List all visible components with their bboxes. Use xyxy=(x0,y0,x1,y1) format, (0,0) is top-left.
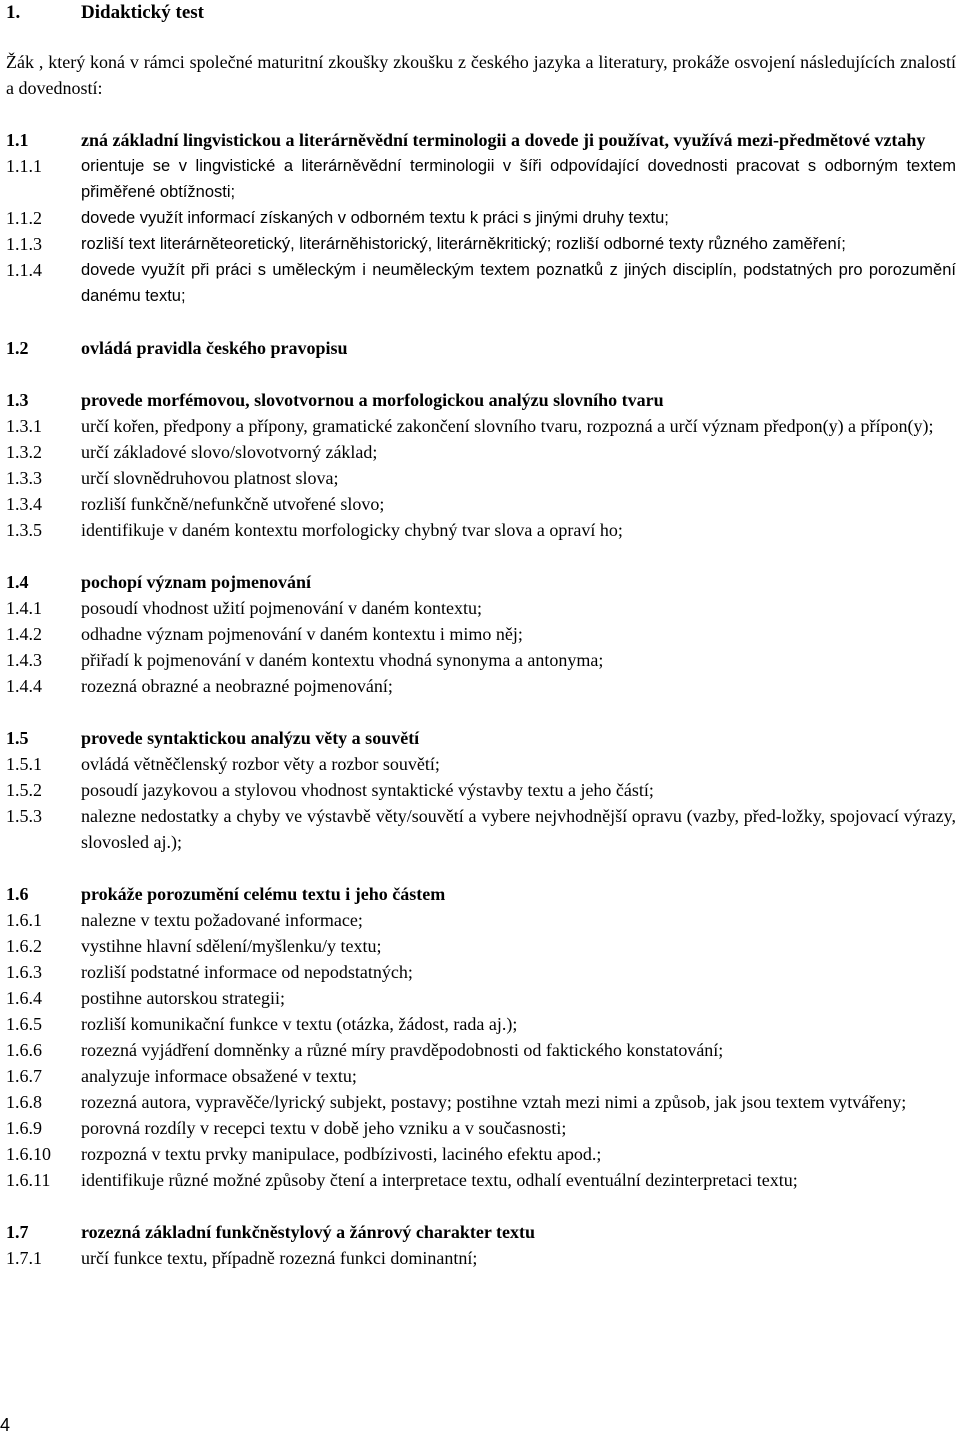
competency-group xyxy=(6,725,956,855)
list-item xyxy=(6,153,956,205)
item-number: 1.3 xyxy=(6,390,29,410)
item-number: 1.1.1 xyxy=(6,156,42,176)
item-number: 1.6.10 xyxy=(6,1144,51,1164)
item-number: 1.6.8 xyxy=(6,1092,42,1112)
item-text: analyzuje informace obsažené v textu; xyxy=(81,1066,357,1086)
item-number: 1.5.3 xyxy=(6,806,42,826)
item-number: 1.4.1 xyxy=(6,598,42,618)
heading-number: 1. xyxy=(6,2,21,23)
item-number: 1.6.9 xyxy=(6,1118,42,1138)
item-text: dovede využít informací získaných v odborném textu k práci s jinými druhy textu; xyxy=(81,209,669,227)
page-heading xyxy=(6,0,956,26)
item-number: 1.6.4 xyxy=(6,988,42,1008)
item-text: rozezná autora, vypravěče/lyrický subjekt, postavy; postihne vztah mezi nimi a způsob, jak jsou textem vytvářeny; xyxy=(81,1092,907,1112)
item-text: porovná rozdíly v recepci textu v době jeho vzniku a v současnosti; xyxy=(81,1118,567,1138)
item-text: rozezná obrazné a neobrazné pojmenování; xyxy=(81,676,393,696)
list-item xyxy=(6,1063,956,1089)
list-item xyxy=(6,1011,956,1037)
item-text: provede morfémovou, slovotvornou a morfologickou analýzu slovního tvaru xyxy=(81,390,664,410)
item-number: 1.4 xyxy=(6,572,29,592)
item-text: nalezne v textu požadované informace; xyxy=(81,910,363,930)
list-item xyxy=(6,595,956,621)
competency-group xyxy=(6,387,956,543)
item-number: 1.6.2 xyxy=(6,936,42,956)
list-item xyxy=(6,777,956,803)
item-text: pochopí význam pojmenování xyxy=(81,572,312,592)
item-number: 1.3.3 xyxy=(6,468,42,488)
list-item xyxy=(6,1089,956,1115)
item-text: identifikuje v daném kontextu morfologicky chybný tvar slova a opraví ho; xyxy=(81,520,623,540)
list-item xyxy=(6,1115,956,1141)
item-text: posoudí jazykovou a stylovou vhodnost syntaktické výstavby textu a jeho částí; xyxy=(81,780,654,800)
list-item xyxy=(6,439,956,465)
item-number: 1.7 xyxy=(6,1222,29,1242)
item-text: nalezne nedostatky a chyby ve výstavbě věty/souvětí a vybere nejvhodnější opravu (vazby, před-ložky, spojovací výrazy, slovosled aj.); xyxy=(81,806,956,852)
item-text: určí funkce textu, případně rozezná funkci dominantní; xyxy=(81,1248,478,1268)
list-item xyxy=(6,205,956,231)
competency-group xyxy=(6,335,956,361)
item-text: určí kořen, předpony a přípony, gramatické zakončení slovního tvaru, rozpozná a určí význam předpon(y) a přípon(y); xyxy=(81,416,934,436)
list-item xyxy=(6,621,956,647)
item-number: 1.6.11 xyxy=(6,1170,51,1190)
item-text: odhadne význam pojmenování v daném kontextu i mimo něj; xyxy=(81,624,523,644)
list-item xyxy=(6,1167,956,1193)
list-item xyxy=(6,751,956,777)
item-number: 1.3.1 xyxy=(6,416,42,436)
item-text: rozliší komunikační funkce v textu (otázka, žádost, rada aj.); xyxy=(81,1014,518,1034)
list-item xyxy=(6,959,956,985)
item-text: postihne autorskou strategii; xyxy=(81,988,285,1008)
item-text: určí slovnědruhovou platnost slova; xyxy=(81,468,339,488)
item-text: provede syntaktickou analýzu věty a souvětí xyxy=(81,728,420,748)
item-text: zná základní lingvistickou a literárněvědní terminologii a dovede ji používat, využívá mezi-předmětové vztahy xyxy=(81,130,926,150)
item-number: 1.7.1 xyxy=(6,1248,42,1268)
item-text: vystihne hlavní sdělení/myšlenku/y textu; xyxy=(81,936,382,956)
item-number: 1.6.5 xyxy=(6,1014,42,1034)
item-number: 1.6 xyxy=(6,884,29,904)
list-item xyxy=(6,413,956,439)
section-heading xyxy=(6,1219,956,1245)
item-text: prokáže porozumění celému textu i jeho částem xyxy=(81,884,446,904)
competency-group xyxy=(6,1219,956,1271)
list-item xyxy=(6,1141,956,1167)
item-number: 1.5.2 xyxy=(6,780,42,800)
item-text: rozliší text literárněteoretický, literárněhistorický, literárněkritický; rozliší odborné texty různého zaměření; xyxy=(81,235,846,253)
item-number: 1.5 xyxy=(6,728,29,748)
list-item xyxy=(6,647,956,673)
heading-title: Didaktický test xyxy=(81,2,204,23)
list-item xyxy=(6,231,956,257)
item-text: určí základové slovo/slovotvorný základ; xyxy=(81,442,378,462)
item-number: 1.3.2 xyxy=(6,442,42,462)
item-number: 1.1.4 xyxy=(6,260,42,280)
item-text: dovede využít při práci s uměleckým i neuměleckým textem poznatků z jiných disciplín, podstatných pro porozumění danému textu; xyxy=(81,261,956,305)
item-number: 1.1 xyxy=(6,130,29,150)
list-item xyxy=(6,803,956,855)
item-text: rozliší podstatné informace od nepodstatných; xyxy=(81,962,413,982)
item-number: 1.6.1 xyxy=(6,910,42,930)
list-item xyxy=(6,491,956,517)
section-heading xyxy=(6,335,956,361)
competency-group xyxy=(6,881,956,1193)
list-item xyxy=(6,517,956,543)
item-number: 1.4.4 xyxy=(6,676,42,696)
competency-group xyxy=(6,569,956,699)
list-item xyxy=(6,985,956,1011)
section-heading xyxy=(6,725,956,751)
item-text: přiřadí k pojmenování v daném kontextu vhodná synonyma a antonyma; xyxy=(81,650,604,670)
competency-list xyxy=(6,127,956,1271)
section-heading xyxy=(6,387,956,413)
item-number: 1.4.2 xyxy=(6,624,42,644)
item-number: 1.1.2 xyxy=(6,208,42,228)
item-text: rozezná základní funkčněstylový a žánrový charakter textu xyxy=(81,1222,535,1242)
item-text: rozpozná v textu prvky manipulace, podbízivosti, laciného efektu apod.; xyxy=(81,1144,602,1164)
item-text: rozliší funkčně/nefunkčně utvořené slovo; xyxy=(81,494,385,514)
intro-paragraph: Žák , který koná v rámci společné maturitní zkoušky zkoušku z českého jazyka a literatury, prokáže osvojení následujících znalostí a dovedností: xyxy=(6,52,956,98)
item-text: rozezná vyjádření domněnky a různé míry pravděpodobnosti od faktického konstatování; xyxy=(81,1040,724,1060)
list-item xyxy=(6,673,956,699)
item-number: 1.5.1 xyxy=(6,754,42,774)
item-text: posoudí vhodnost užití pojmenování v daném kontextu; xyxy=(81,598,482,618)
list-item xyxy=(6,933,956,959)
competency-group xyxy=(6,127,956,309)
item-number: 1.6.6 xyxy=(6,1040,42,1060)
list-item xyxy=(6,907,956,933)
item-number: 1.1.3 xyxy=(6,234,42,254)
item-text: identifikuje různé možné způsoby čtení a interpretace textu, odhalí eventuální dezinterpretaci textu; xyxy=(81,1170,798,1190)
item-text: ovládá pravidla českého pravopisu xyxy=(81,338,348,358)
item-text: ovládá větněčlenský rozbor věty a rozbor souvětí; xyxy=(81,754,440,774)
list-item xyxy=(6,1037,956,1063)
item-number: 1.4.3 xyxy=(6,650,42,670)
item-number: 1.3.4 xyxy=(6,494,42,514)
item-number: 1.2 xyxy=(6,338,29,358)
item-number: 1.6.7 xyxy=(6,1066,42,1086)
list-item xyxy=(6,1245,956,1271)
page-number: 4 xyxy=(0,1415,11,1435)
section-heading xyxy=(6,569,956,595)
list-item xyxy=(6,257,956,309)
document-page xyxy=(6,0,956,1271)
item-text: orientuje se v lingvistické a literárněvědní terminologii v šíři odpovídající dovednosti pracovat s odborným textem přiměřené obtížnosti; xyxy=(81,157,956,201)
item-number: 1.6.3 xyxy=(6,962,42,982)
list-item xyxy=(6,465,956,491)
section-heading xyxy=(6,881,956,907)
item-number: 1.3.5 xyxy=(6,520,42,540)
section-heading xyxy=(6,127,956,153)
